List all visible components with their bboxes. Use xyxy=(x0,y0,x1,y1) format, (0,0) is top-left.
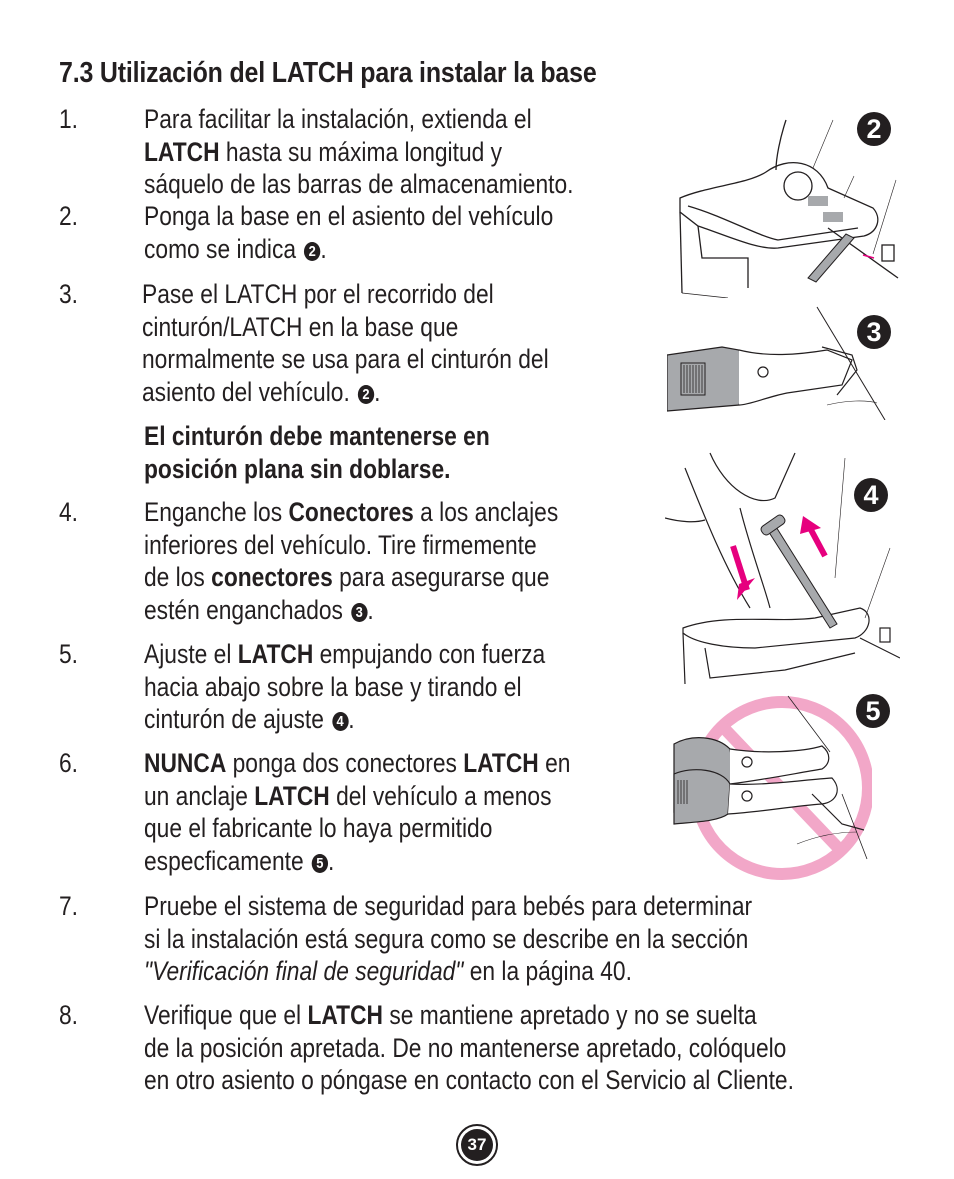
text: para asegurarse que xyxy=(332,562,550,592)
text: de los xyxy=(144,562,212,592)
text: normalmente se usa para el cinturón del xyxy=(142,344,549,374)
bold-text: LATCH xyxy=(463,748,539,778)
text-line xyxy=(144,703,545,736)
text: inferiores del vehículo. Tire firmemente xyxy=(144,529,537,560)
text: cinturón/LATCH en la base que xyxy=(142,311,459,342)
text: a los anclajes xyxy=(413,497,559,527)
bold-text: NUNCA xyxy=(144,748,227,778)
figure-ref-icon: 2 xyxy=(358,385,374,404)
text-line xyxy=(144,1032,794,1065)
bold-text: El cinturón debe mantenerse en xyxy=(144,421,490,451)
text: en xyxy=(538,748,571,778)
text: empujando con fuerza xyxy=(313,639,546,669)
text-line xyxy=(142,278,549,311)
bold-text: LATCH xyxy=(144,136,220,167)
text-line xyxy=(144,890,752,923)
step-number: 8. xyxy=(59,1000,79,1030)
text: . xyxy=(367,594,374,625)
step-text xyxy=(144,747,570,877)
page-number-badge xyxy=(456,1124,498,1166)
text-line xyxy=(144,529,558,562)
figure-ref-icon: 3 xyxy=(351,603,367,622)
text: . xyxy=(374,376,381,407)
text: especficamente xyxy=(144,845,310,876)
text-line xyxy=(144,200,553,233)
step-text xyxy=(144,999,794,1097)
text-line xyxy=(144,845,570,878)
text: de la posición apretada. De no mantenerse apretado, colóquelo xyxy=(144,1032,787,1063)
text-line xyxy=(144,812,570,845)
text: sáquelo de las barras de almacenamiento. xyxy=(144,169,574,199)
bold-text: LATCH xyxy=(307,1000,383,1030)
figure-4-label: 4 xyxy=(854,478,888,512)
step-number: 7. xyxy=(59,891,79,921)
text-line xyxy=(144,999,794,1032)
text-line xyxy=(144,496,558,529)
text: hasta su máxima longitud y xyxy=(219,136,503,167)
text-line xyxy=(144,561,558,594)
text: si la instalación está segura como se describe en la sección xyxy=(144,923,749,954)
italic-text: "Verificación final de seguridad" xyxy=(144,956,464,986)
text: Enganche los xyxy=(144,497,289,527)
text: cinturón de ajuste xyxy=(144,704,331,734)
text: Pruebe el sistema de seguridad para bebés para determinar xyxy=(144,891,753,921)
bold-text: Conectores xyxy=(288,497,414,527)
text: Verifique que el xyxy=(144,1000,308,1030)
text: . xyxy=(328,845,335,876)
step-text xyxy=(142,278,549,408)
text: hacia abajo sobre la base y tirando el xyxy=(144,671,522,702)
text-line xyxy=(144,594,558,627)
text: del vehículo a menos xyxy=(329,780,552,811)
text: en la página 40. xyxy=(463,956,632,986)
figure-ref-icon: 2 xyxy=(304,242,320,261)
text: en otro asiento o póngase en contacto con el Servicio al Cliente. xyxy=(144,1065,794,1095)
step-text xyxy=(144,496,558,626)
text-line xyxy=(142,376,549,409)
figure-ref-icon: 4 xyxy=(332,712,348,731)
text: estén enganchados xyxy=(144,594,350,625)
text: un anclaje xyxy=(144,780,255,811)
text: Pase el LATCH por el recorrido del xyxy=(142,279,494,309)
step-text xyxy=(144,420,490,485)
text: Ponga la base en el asiento del vehículo xyxy=(144,201,554,231)
figure-2-label: 2 xyxy=(857,112,891,146)
latch-connector-illustration xyxy=(667,305,887,420)
page-number: 37 xyxy=(461,1129,493,1161)
text: . xyxy=(348,704,355,734)
text: asiento del vehículo. xyxy=(142,376,357,407)
text-line xyxy=(144,103,573,136)
step-number: 6. xyxy=(59,748,79,778)
step-text xyxy=(144,103,573,201)
text: ponga dos conectores xyxy=(226,748,464,778)
text-line xyxy=(144,453,490,486)
text-line xyxy=(144,923,752,956)
step-number: 3. xyxy=(59,279,79,309)
text-line xyxy=(144,638,545,671)
text-line xyxy=(144,1064,794,1097)
figure-3-label: 3 xyxy=(857,315,891,349)
text-line xyxy=(144,420,490,453)
text-line xyxy=(144,780,570,813)
figure-5-label: 5 xyxy=(856,694,890,728)
text-line xyxy=(142,343,549,376)
text-line xyxy=(144,671,545,704)
text-line xyxy=(144,955,752,988)
figure-ref-icon: 5 xyxy=(312,854,328,873)
bold-text: LATCH xyxy=(254,780,330,811)
step-text xyxy=(144,200,553,265)
text: se mantiene apretado y no se suelta xyxy=(382,1000,757,1030)
text-line xyxy=(144,136,573,169)
bold-text: LATCH xyxy=(237,639,314,669)
figure-5 xyxy=(672,694,872,880)
step-text xyxy=(144,890,752,988)
prohibited-double-connector-illustration xyxy=(672,694,872,880)
text: Para facilitar la instalación, extienda el xyxy=(144,104,532,134)
text-line xyxy=(144,233,553,266)
section-title: 7.3 Utilización del LATCH para instalar la base xyxy=(59,57,597,89)
text-line xyxy=(142,311,549,344)
text-line xyxy=(144,747,570,780)
step-number: 4. xyxy=(59,497,79,527)
step-text xyxy=(144,638,545,736)
step-number: 5. xyxy=(59,639,79,669)
text: que el fabricante lo haya permitido xyxy=(144,813,493,843)
text-line xyxy=(144,168,573,201)
text: . xyxy=(320,233,327,264)
bold-text: posición plana sin doblarse. xyxy=(144,453,451,484)
figure-3 xyxy=(667,305,887,420)
step-number: 2. xyxy=(59,201,79,231)
text: Ajuste el xyxy=(144,639,238,669)
text: como se indica xyxy=(144,233,303,264)
bold-text: conectores xyxy=(211,562,333,592)
step-number: 1. xyxy=(59,104,79,134)
